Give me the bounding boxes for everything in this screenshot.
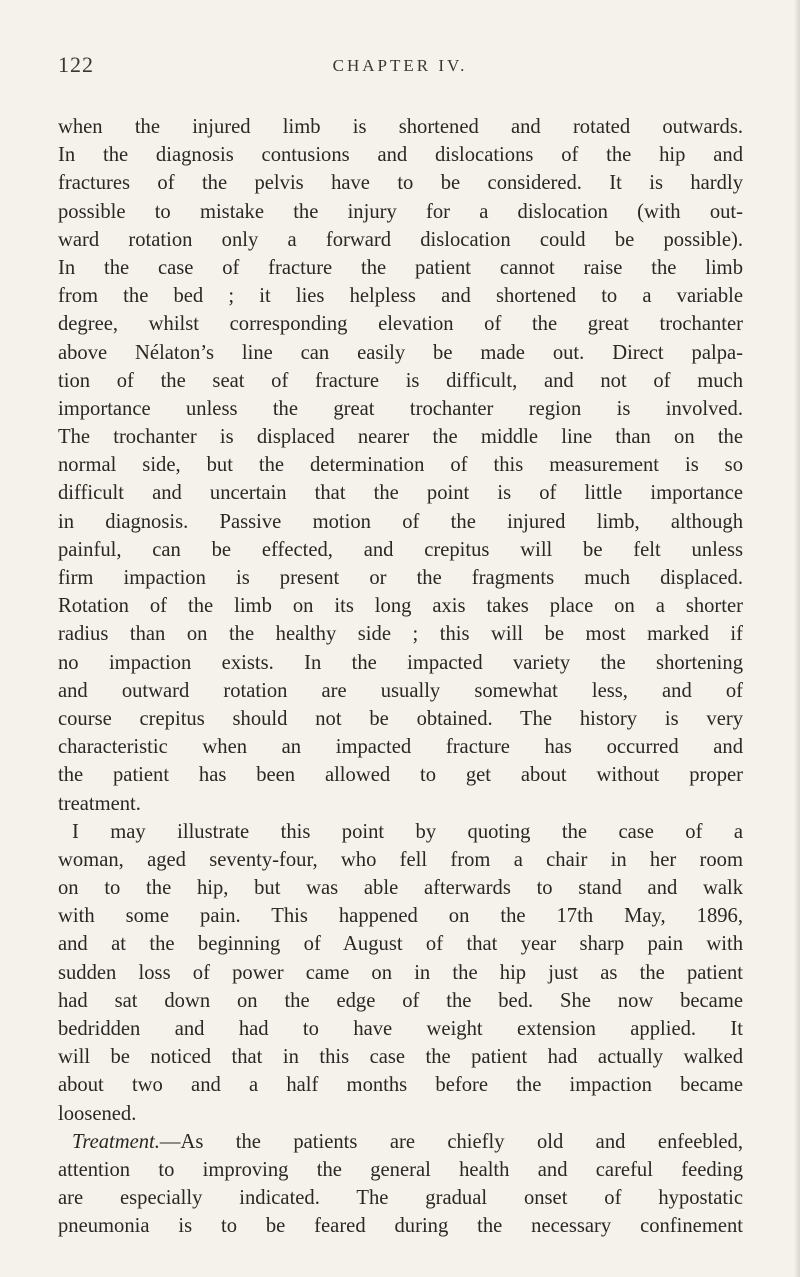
text-line: and at the beginning of August of that year sharp pain with	[58, 933, 743, 956]
running-head: CHAPTER IV.	[332, 56, 468, 75]
text-line: sudden loss of power came on in the hip just as the patient	[58, 961, 743, 984]
text-line: woman, aged seventy-four, who fell from a chair in her room	[58, 848, 743, 871]
text-line: pneumonia is to be feared during the necessary confinement	[58, 1215, 743, 1238]
text-line: In the case of fracture the patient cannot raise the limb	[58, 256, 743, 279]
text-line: degree, whilst corresponding elevation of the great trochanter	[58, 313, 743, 336]
text-line: The trochanter is displaced nearer the middle line than on the	[58, 426, 743, 449]
text-line: ward rotation only a forward dislocation could be possible).	[58, 228, 743, 251]
text-line: treatment.	[58, 792, 141, 815]
text-line: loosened.	[58, 1102, 137, 1125]
text-line: possible to mistake the injury for a dislocation (with out-	[58, 200, 743, 223]
treatment-text: —As the patients are chiefly old and enfeebled,	[159, 1130, 743, 1153]
text-line: above Nélaton’s line can easily be made out. Direct palpa-	[58, 341, 743, 364]
text-line: I may illustrate this point by quoting the case of a	[72, 820, 743, 843]
text-line: in diagnosis. Passive motion of the injured limb, although	[58, 510, 743, 533]
text-line: course crepitus should not be obtained. The history is very	[58, 707, 743, 730]
text-line: are especially indicated. The gradual onset of hypostatic	[58, 1187, 743, 1210]
text-line: In the diagnosis contusions and dislocations of the hip and	[58, 144, 743, 167]
text-line: from the bed ; it lies helpless and shortened to a variable	[58, 285, 743, 308]
text-line: about two and a half months before the impaction became	[58, 1074, 743, 1097]
text-line: difficult and uncertain that the point is of little importance	[58, 482, 743, 505]
text-line: with some pain. This happened on the 17th May, 1896,	[58, 905, 743, 928]
text-line: importance unless the great trochanter region is involved.	[58, 397, 743, 420]
text-line: no impaction exists. In the impacted variety the shortening	[58, 651, 743, 674]
page-header	[0, 52, 800, 82]
text-line: and outward rotation are usually somewhat less, and of	[58, 679, 743, 702]
text-line: the patient has been allowed to get about without proper	[58, 764, 743, 787]
text-line: had sat down on the edge of the bed. She now became	[58, 989, 743, 1012]
text-line: tion of the seat of fracture is difficult, and not of much	[58, 369, 743, 392]
text-line: fractures of the pelvis have to be considered. It is hardly	[58, 172, 743, 195]
text-line: on to the hip, but was able afterwards to stand and walk	[58, 877, 743, 900]
text-line: characteristic when an impacted fracture has occurred and	[58, 736, 743, 759]
text-line-treatment	[58, 1128, 743, 1156]
text-line: when the injured limb is shortened and rotated outwards.	[58, 116, 743, 138]
text-line: firm impaction is present or the fragments much displaced.	[58, 567, 743, 589]
text-line: attention to improving the general health and careful feeding	[58, 1158, 743, 1181]
text-line: bedridden and had to have weight extension applied. It	[58, 1018, 743, 1040]
text-line: radius than on the healthy side ; this will be most marked if	[58, 623, 743, 646]
page-number: 122	[58, 52, 94, 77]
text-line: normal side, but the determination of this measurement is so	[58, 454, 743, 477]
section-heading-treatment: Treatment.	[72, 1130, 160, 1153]
page-edge-shadow	[794, 0, 800, 1277]
text-line: painful, can be effected, and crepitus will be felt unless	[58, 538, 743, 561]
text-line: will be noticed that in this case the patient had actually walked	[58, 1046, 743, 1069]
body-text	[58, 113, 743, 1241]
text-line: Rotation of the limb on its long axis takes place on a shorter	[58, 595, 743, 618]
